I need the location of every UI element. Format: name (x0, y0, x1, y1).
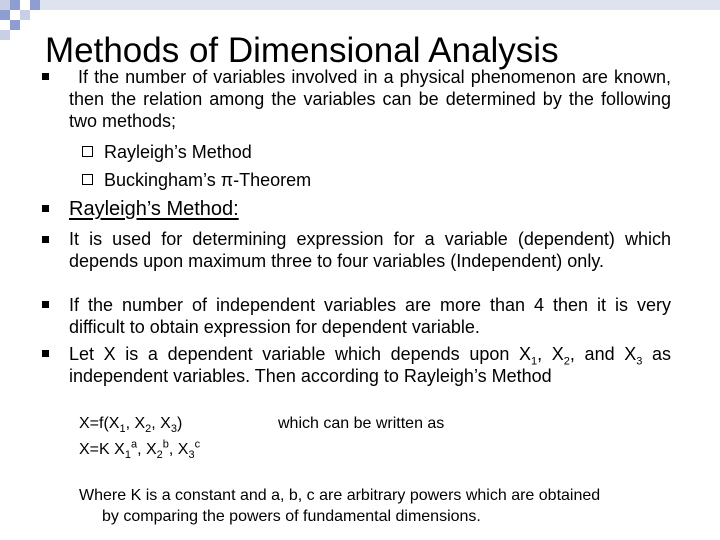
slide-title: Methods of Dimensional Analysis (45, 31, 559, 70)
bullet-square-icon (42, 350, 49, 357)
equation-function: $X=f(X_1$, $X_2$, $X_3$) (79, 415, 183, 436)
point-paragraph: If the number of independent variables are more than 4 then it is very difficult to obtain expression for dependent variable. (69, 295, 671, 337)
bullet-square-icon (42, 301, 49, 308)
section-heading: Rayleigh’s Method: (69, 198, 239, 220)
checkbox-bullet-icon (82, 146, 93, 157)
equation-note: which can be written as (278, 415, 445, 432)
equation-power-form: X=K $X_1^a$, $X_2^b$, $X_3^c$ (79, 438, 201, 462)
bullet-square-icon (42, 236, 49, 243)
method-item-rayleigh: Rayleigh’s Method (82, 141, 252, 163)
point-paragraph: It is used for determining expression for a variable (dependent) which depends upon maximum three to four variables (Independent) only. (69, 229, 671, 271)
bullet-square-icon (42, 205, 49, 212)
footer-note: Where K is a constant and a, b, c are arbitrary powers which are obtained by comparing the powers of fundamental dimensions. (79, 487, 601, 525)
checkbox-bullet-icon (82, 174, 93, 185)
point-paragraph-dependent-variable: Let X is a dependent variable which depends upon $X_1$, $X_2$, and $X_3$ as independent variables. Then according to Rayleigh’s Method (69, 344, 672, 386)
intro-paragraph: If the number of variables involved in a physical phenomenon are known, then the relation among the variables can be determined by the following two methods; (69, 67, 671, 131)
method-item-buckingham: Buckingham’s π-Theorem (82, 169, 311, 191)
bullet-square-icon (42, 73, 49, 80)
